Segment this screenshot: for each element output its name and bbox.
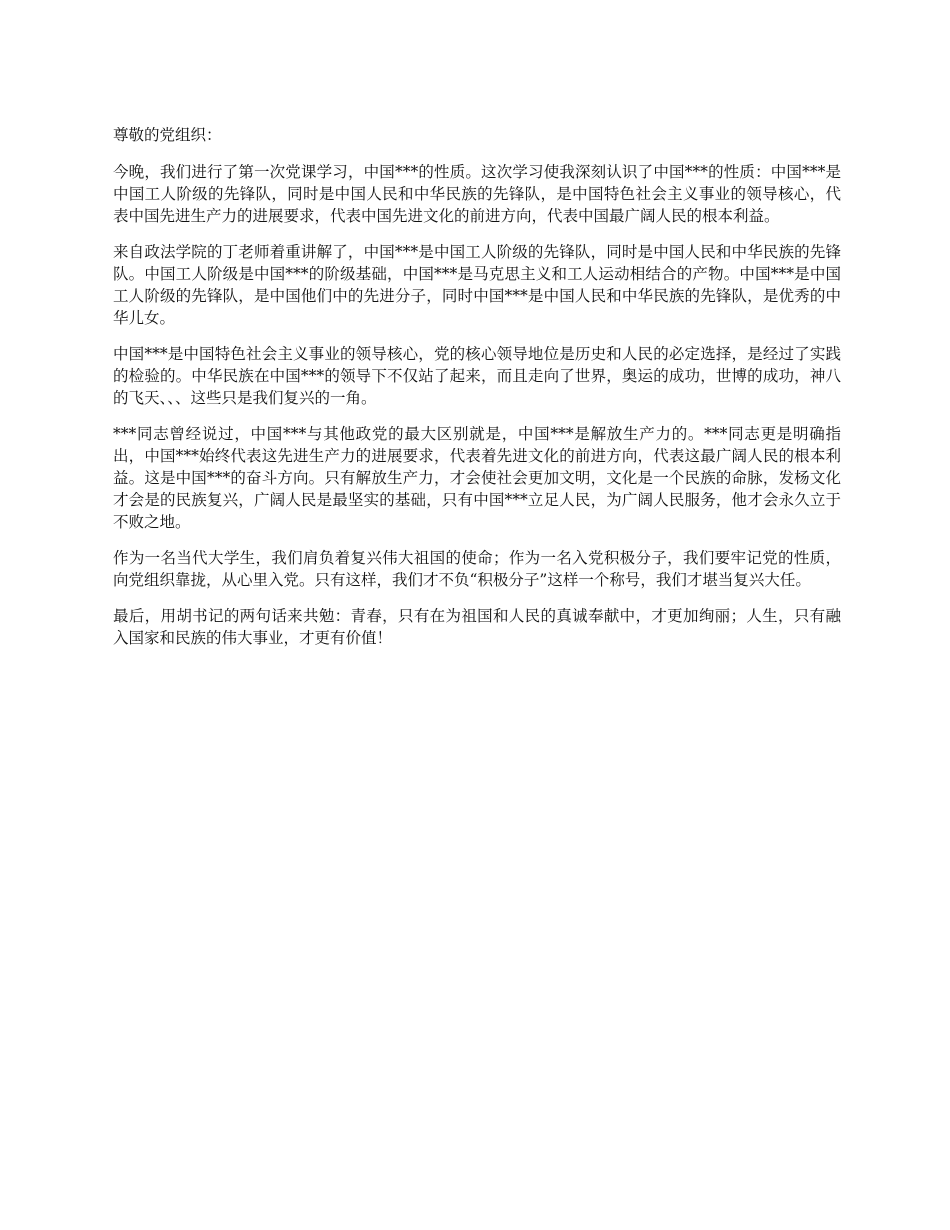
paragraph-2: 来自政法学院的丁老师着重讲解了，中国***是中国工人阶级的先锋队，同时是中国人民和中华民族的先锋队。中国工人阶级是中国***的阶级基础，中国***是马克思主义和工人运动相结合的产物。中国***是中国工人阶级的先锋队，是中国他们中的先进分子，同时中国***是中国人民和中华民族的先锋队，是优秀的中华儿女。 bbox=[113, 243, 841, 327]
document-body bbox=[113, 124, 841, 663]
paragraph-5: 作为一名当代大学生，我们肩负着复兴伟大祖国的使命；作为一名入党积极分子，我们要牢记党的性质，向党组织靠拢，从心里入党。只有这样，我们才不负“积极分子”这样一个称号，我们才堪当复兴大任。 bbox=[113, 549, 841, 589]
paragraph-1: 今晚，我们进行了第一次党课学习，中国***的性质。这次学习使我深刻认识了中国***的性质：中国***是中国工人阶级的先锋队，同时是中国人民和中华民族的先锋队，是中国特色社会主义事业的领导核心，代表中国先进生产力的进展要求，代表中国先进文化的前进方向，代表中国最广阔人民的根本利益。 bbox=[113, 163, 841, 225]
paragraph-3: 中国***是中国特色社会主义事业的领导核心，党的核心领导地位是历史和人民的必定选择，是经过了实践的检验的。中华民族在中国***的领导下不仅站了起来，而且走向了世界，奥运的成功，世博的成功，神八的飞天、、、这些只是我们复兴的一角。 bbox=[113, 345, 841, 407]
paragraph-4: ***同志曾经说过，中国***与其他政党的最大区别就是，中国***是解放生产力的。***同志更是明确指出，中国***始终代表这先进生产力的进展要求，代表着先进文化的前进方向，代表这最广阔人民的根本利益。这是中国***的奋斗方向。只有解放生产力，才会使社会更加文明，文化是一个民族的命脉，发杨文化才会是的民族复兴，广阔人民是最坚实的基础，只有中国***立足人民，为广阔人民服务，他才会永久立于不败之地。 bbox=[113, 425, 841, 531]
salutation: 尊敬的党组织： bbox=[113, 126, 222, 144]
paragraph-6: 最后，用胡书记的两句话来共勉：青春，只有在为祖国和人民的真诚奉献中，才更加绚丽；人生，只有融入国家和民族的伟大事业，才更有价值！ bbox=[113, 607, 841, 647]
